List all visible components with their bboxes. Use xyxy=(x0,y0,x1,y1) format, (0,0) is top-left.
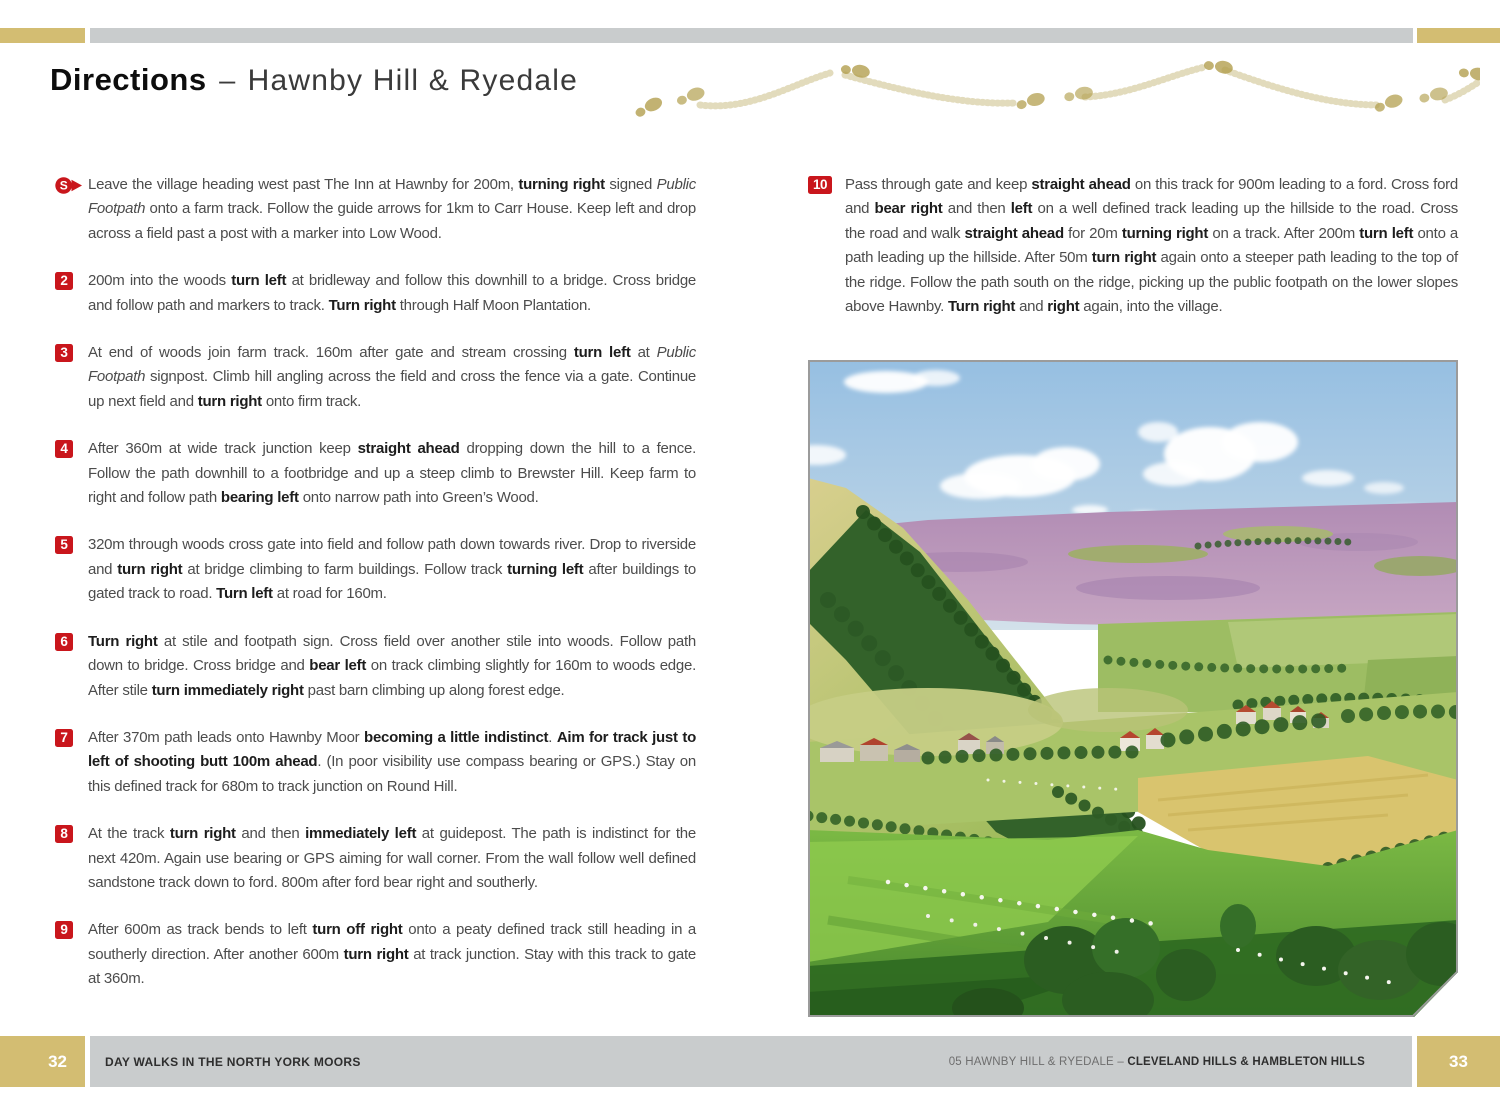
step-text: After 370m path leads onto Hawnby Moor becoming a little indistinct. Aim for track just to left of shooting butt 100m ahead. (In poor visibility use compass bearing or GPS.) Stay on this defined track for 680m to track junction on Round Hill. xyxy=(88,728,697,795)
step-text: At end of woods join farm track. 160m after gate and stream crossing turn left at Public Footpath signpost. Climb hill angling across the field and cross the fence via a gate. Continue up next field and turn right onto firm track. xyxy=(88,344,696,410)
step-marker: 6 xyxy=(55,633,73,651)
direction-step-2 xyxy=(55,269,696,318)
step-text: Leave the village heading west past The Inn at Hawnby for 200m, turning right signed Public Footpath onto a farm track. Follow the guide arrows for 1km to Carr House. Keep left and drop across a field past a post with a marker into Low Wood. xyxy=(88,176,696,242)
footer-region-name: CLEVELAND HILLS & HAMBLETON HILLS xyxy=(1127,1055,1365,1068)
top-bar-gold-right xyxy=(1417,28,1500,43)
top-bar-gold-left xyxy=(0,28,85,43)
direction-step-10 xyxy=(808,173,1458,319)
page-number-right-value: 33 xyxy=(1449,1051,1468,1071)
step-marker: 4 xyxy=(55,440,73,458)
step-text: Pass through gate and keep straight ahead on this track for 900m leading to a ford. Cross ford and bear right and then left on a well defined track leading up the hillside to the road. Cross the road and walk straight ahead for 20m turning right on a track. After 200m turn left onto a path leading up the hillside. After 50m turn right again onto a steeper path leading to the top of the ridge. Follow the path south on the ridge, picking up the public footpath on the lower slopes above Hawnby. Turn right and right again, into the village. xyxy=(845,176,1459,316)
direction-step-8 xyxy=(55,822,696,895)
step-marker: 10 xyxy=(808,176,832,194)
page-title xyxy=(50,62,578,98)
footprint-trail xyxy=(633,57,1480,119)
top-bar-gray xyxy=(90,28,1413,43)
step-text: After 360m at wide track junction keep straight ahead dropping down the hill to a fence. Follow the path downhill to a footbridge and up a steep climb to Brewster Hill. Keep farm to right and follow path bearing left onto narrow path into Green’s Wood. xyxy=(88,440,696,507)
direction-step-5 xyxy=(55,533,696,606)
step-text: 200m into the woods turn left at bridleway and follow this downhill to a bridge. Cross bridge and follow path and markers to track. Turn right through Half Moon Plantation. xyxy=(88,272,697,314)
direction-step-3 xyxy=(55,341,696,414)
step-text: Turn right at stile and footpath sign. Cross field over another stile into woods. Follow path down to bridge. Cross bridge and bear left on track climbing slightly for 160m to woods edge. After stile turn immediately right past barn climbing up along forest edge. xyxy=(88,632,696,699)
step-marker: 5 xyxy=(55,536,73,554)
footer-route-name: 05 HAWNBY HILL & RYEDALE – xyxy=(948,1055,1128,1068)
step-marker: 7 xyxy=(55,729,73,747)
direction-step-4 xyxy=(55,437,696,510)
direction-step-6 xyxy=(55,630,696,703)
step-text: At the track turn right and then immediately left at guidepost. The path is indistinct for the next 420m. Again use bearing or GPS aiming for wall corner. From the wall follow well defined sandstone track down to ford. 800m after ford bear right and southerly. xyxy=(88,825,696,891)
directions-column-right xyxy=(808,173,1458,342)
step-marker: 2 xyxy=(55,272,73,290)
footer-route-title xyxy=(949,1056,1365,1068)
page-number-left xyxy=(0,1036,85,1087)
page-title-main: Directions xyxy=(50,62,207,97)
svg-text:S: S xyxy=(59,178,68,193)
step-text: 320m through woods cross gate into field and follow path down towards river. Drop to riverside and turn right at bridge climbing to farm buildings. Follow track turning left after buildings to gated track to road. Turn left at road for 160m. xyxy=(88,536,696,603)
page-title-route: Hawnby Hill & Ryedale xyxy=(247,64,578,97)
footer-bar xyxy=(90,1036,1412,1087)
page-number-right xyxy=(1417,1036,1500,1087)
step-marker: 9 xyxy=(55,921,73,939)
direction-step-7 xyxy=(55,726,696,799)
step-marker: 8 xyxy=(55,825,73,843)
ryedale-valley-photo xyxy=(808,360,1458,1017)
footprints-icon xyxy=(630,55,1480,135)
direction-step-S xyxy=(55,173,696,246)
page-number-left-value: 32 xyxy=(48,1051,67,1071)
start-icon xyxy=(55,176,83,194)
step-text: After 600m as track bends to left turn off right onto a peaty defined track still heading in a southerly direction. After another 600m turn right at track junction. Stay with this track to gate at 360m. xyxy=(88,921,696,988)
page-title-separator: – xyxy=(219,65,236,97)
landscape-illustration xyxy=(808,360,1458,1017)
directions-column-left xyxy=(55,173,696,1015)
footer-book-title: DAY WALKS IN THE NORTH YORK MOORS xyxy=(105,1054,361,1069)
direction-step-9 xyxy=(55,918,696,991)
step-marker: 3 xyxy=(55,344,73,362)
